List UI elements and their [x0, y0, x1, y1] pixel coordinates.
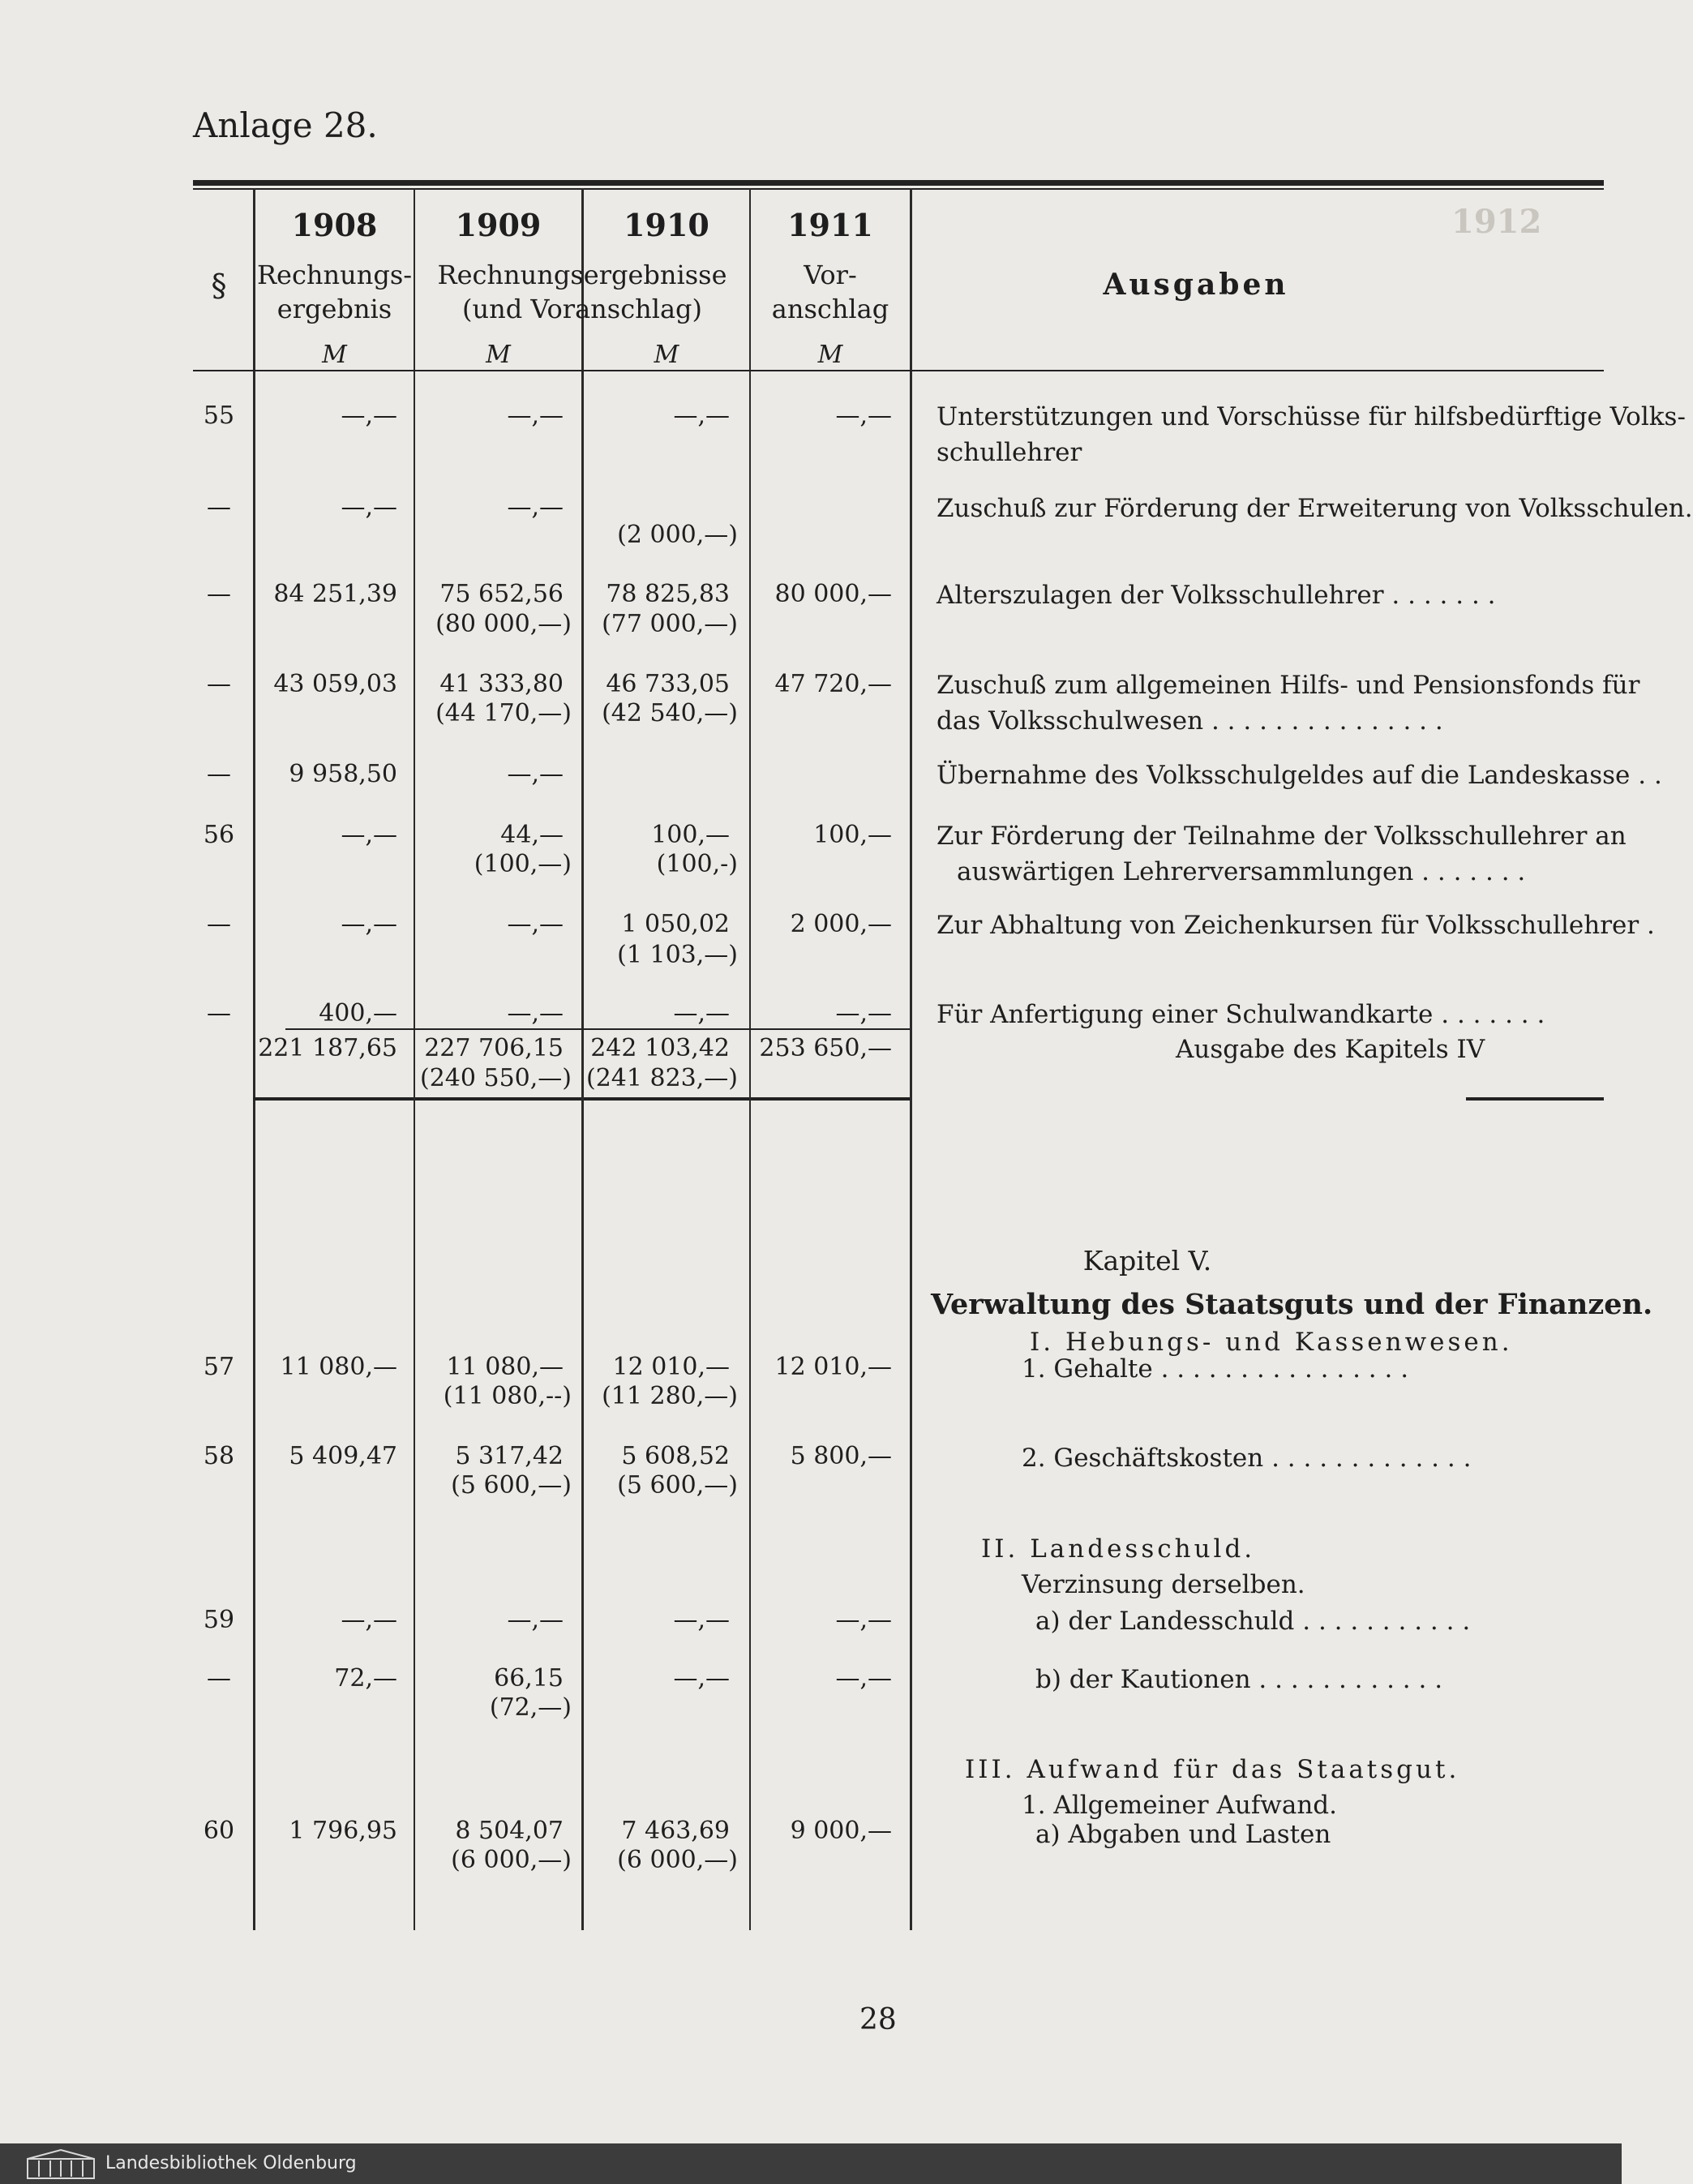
row-6-1909-budget: (100,—) [474, 850, 572, 878]
row-7-1910-budget: (1 103,—) [617, 941, 738, 969]
row-58-1909: 5 317,42 [455, 1442, 564, 1470]
header-year-1911: 1911 [787, 207, 873, 243]
row-5-paragraph: — [207, 760, 231, 788]
section-III-heading: III. Aufwand für das Staatsgut. [965, 1755, 1460, 1784]
row-60-1908: 1 796,95 [289, 1817, 397, 1845]
row-4-1910-budget: (42 540,—) [602, 699, 738, 727]
row-4-paragraph: — [207, 670, 231, 698]
top-rule-thin [193, 188, 1604, 190]
row-4-1908: 43 059,03 [273, 670, 397, 698]
row-6-paragraph: 56 [203, 821, 235, 849]
row-7-1908: —,— [341, 910, 397, 938]
row-3-description: Alterszulagen der Volksschullehrer . . . . . . . [937, 581, 1496, 610]
row-6-1910-budget: (100,-) [656, 850, 738, 878]
row-4-description-2: das Volksschulwesen . . . . . . . . . . . . . . . [937, 706, 1443, 736]
row-57-paragraph: 57 [203, 1353, 235, 1381]
row-3-paragraph: — [207, 580, 231, 608]
row-60-1910-budget: (6 000,—) [617, 1846, 738, 1874]
totals-top-rule [285, 1028, 910, 1030]
header-year-1910: 1910 [624, 207, 709, 243]
header-bottom-rule [193, 370, 1604, 371]
row-6-1910: 100,— [651, 821, 730, 849]
row-3-1909: 75 652,56 [439, 580, 564, 608]
row-59b-1911: —,— [835, 1664, 892, 1693]
row-8-1911: —,— [835, 999, 892, 1028]
header-1908-sub-1: Rechnungs- [256, 260, 413, 290]
row-1-1910: —,— [673, 401, 730, 430]
row-7-description: Zur Abhaltung von Zeichenkursen für Volksschullehrer . [937, 911, 1655, 940]
row-60-1911: 9 000,— [790, 1817, 892, 1845]
total-1909: 227 706,15 [424, 1034, 564, 1062]
row-59b-1909: 66,15 [494, 1664, 564, 1693]
row-8-1908: 400,— [319, 999, 397, 1028]
row-57-1911: 12 010,— [774, 1353, 892, 1381]
row-60-1909-budget: (6 000,—) [451, 1846, 572, 1874]
row-5-1909: —,— [507, 760, 564, 788]
header-year-1909: 1909 [455, 207, 542, 243]
row-6-1911: 100,— [813, 821, 892, 849]
row-3-1910-budget: (77 000,—) [602, 610, 738, 638]
row-4-1909: 41 333,80 [439, 670, 564, 698]
row-4-1911: 47 720,— [774, 670, 892, 698]
row-60-description: a) Abgaben und Lasten [1035, 1820, 1331, 1849]
row-60-paragraph: 60 [203, 1817, 235, 1845]
total-1909-budget: (240 550,—) [419, 1064, 572, 1092]
header-currency-1911: M [817, 341, 843, 369]
row-57-1910-budget: (11 280,—) [602, 1382, 738, 1410]
row-7-1910: 1 050,02 [621, 910, 730, 938]
row-3-1909-budget: (80 000,—) [435, 610, 572, 638]
total-1910: 242 103,42 [590, 1034, 730, 1062]
row-7-paragraph: — [207, 910, 231, 938]
row-1-1909: —,— [507, 401, 564, 430]
row-57-1910: 12 010,— [612, 1353, 730, 1381]
row-6-description-1: Zur Förderung der Teilnahme der Volksschullehrer an [937, 822, 1627, 851]
total-1910-budget: (241 823,—) [585, 1064, 738, 1092]
row-6-1908: —,— [341, 821, 397, 849]
row-6-1909: 44,— [500, 821, 564, 849]
col-divider-5 [910, 188, 912, 1930]
footer-library-name: Landesbibliothek Oldenburg [105, 2153, 357, 2173]
row-57-1909: 11 080,— [446, 1353, 564, 1381]
row-7-1909: —,— [507, 910, 564, 938]
header-year-1908: 1908 [291, 207, 378, 243]
row-8-1909: —,— [507, 999, 564, 1028]
row-6-description-2: auswärtigen Lehrerversammlungen . . . . . . . [957, 857, 1526, 886]
total-1908: 221 187,65 [258, 1034, 397, 1062]
library-logo-icon [24, 2148, 97, 2180]
header-currency-1910: M [654, 341, 679, 369]
row-58-paragraph: 58 [203, 1442, 235, 1470]
row-4-1909-budget: (44 170,—) [435, 699, 572, 727]
row-5-description: Übernahme des Volksschulgeldes auf die Landeskasse . . [937, 761, 1662, 790]
row-58-1910: 5 608,52 [621, 1442, 730, 1470]
row-1-description-1: Unterstützungen und Vorschüsse für hilfsbedürftige Volks- [937, 402, 1686, 431]
chapter-subtitle: Verwaltung des Staatsguts und der Finanzen. [931, 1288, 1653, 1321]
row-57-description: 1. Gehalte . . . . . . . . . . . . . . . . [1022, 1354, 1409, 1384]
header-1911-sub-2: anschlag [771, 294, 889, 324]
col-divider-2 [414, 188, 415, 1930]
row-2-1908: —,— [341, 493, 397, 521]
totals-bottom-rule-desc [1466, 1097, 1604, 1101]
row-58-1908: 5 409,47 [289, 1442, 397, 1470]
row-59-1910: —,— [673, 1606, 730, 1634]
row-8-1910: —,— [673, 999, 730, 1028]
total-1911: 253 650,— [759, 1034, 892, 1062]
row-4-description-1: Zuschuß zum allgemeinen Hilfs- und Pensionsfonds für [937, 671, 1640, 700]
totals-bottom-rule-1909 [415, 1097, 581, 1101]
header-currency-1909: M [486, 341, 511, 369]
header-ausgaben: Ausgaben [1103, 268, 1289, 302]
row-2-1910-budget: (2 000,—) [617, 521, 738, 549]
row-59-paragraph: 59 [203, 1606, 235, 1634]
row-2-description: Zuschuß zur Förderung der Erweiterung von Volksschulen. [937, 494, 1693, 523]
row-1-1911: —,— [835, 401, 892, 430]
row-58-1909-budget: (5 600,—) [451, 1471, 572, 1500]
row-59-1908: —,— [341, 1606, 397, 1634]
bleed-through-year: 1912 [1451, 203, 1542, 241]
totals-bottom-rule-1911 [751, 1097, 910, 1101]
annex-label: Anlage 28. [193, 105, 378, 145]
totals-bottom-rule-1908 [253, 1097, 414, 1101]
header-1909-1910-sub-1: Rechnungsergebnisse [437, 260, 727, 290]
page-number: 28 [859, 2003, 897, 2036]
row-59b-1909-budget: (72,—) [489, 1693, 572, 1722]
header-1908-sub-2: ergebnis [276, 294, 392, 324]
section-I-heading: I. Hebungs- und Kassenwesen. [1030, 1328, 1513, 1357]
row-1-1908: —,— [341, 401, 397, 430]
row-2-paragraph: — [207, 493, 231, 521]
row-57-1908: 11 080,— [280, 1353, 397, 1381]
row-3-1908: 84 251,39 [273, 580, 397, 608]
row-3-1911: 80 000,— [774, 580, 892, 608]
row-2-1909: —,— [507, 493, 564, 521]
row-59-description: a) der Landesschuld . . . . . . . . . . . [1035, 1607, 1471, 1636]
row-59b-1908: 72,— [334, 1664, 397, 1693]
row-7-1911: 2 000,— [790, 910, 892, 938]
section-II-heading: II. Landesschuld. [981, 1534, 1256, 1564]
row-3-1910: 78 825,83 [606, 580, 730, 608]
chapter-title: Kapitel V. [1082, 1245, 1212, 1277]
row-1-paragraph: 55 [203, 401, 235, 430]
header-paragraph-symbol: § [211, 268, 227, 303]
row-5-1908: 9 958,50 [289, 760, 397, 788]
row-8-paragraph: — [207, 999, 231, 1028]
totals-bottom-rule-1910 [584, 1097, 749, 1101]
row-60-1909: 8 504,07 [455, 1817, 564, 1845]
row-59-1911: —,— [835, 1606, 892, 1634]
row-60-1910: 7 463,69 [621, 1817, 730, 1845]
top-rule [193, 180, 1604, 186]
row-59-1909: —,— [507, 1606, 564, 1634]
header-1909-1910-sub-2: (und Voranschlag) [461, 294, 702, 324]
section-II-subheading: Verzinsung derselben. [1022, 1570, 1305, 1599]
header-1911-sub-1: Vor- [804, 260, 857, 290]
row-4-1910: 46 733,05 [606, 670, 730, 698]
row-59b-description: b) der Kautionen . . . . . . . . . . . . [1035, 1665, 1443, 1694]
row-58-1911: 5 800,— [790, 1442, 892, 1470]
row-58-description: 2. Geschäftskosten . . . . . . . . . . . . . [1022, 1444, 1472, 1473]
header-currency-1908: M [322, 341, 347, 369]
col-divider-3 [581, 188, 584, 1930]
row-58-1910-budget: (5 600,—) [617, 1471, 738, 1500]
section-III-subheading: 1. Allgemeiner Aufwand. [1022, 1791, 1337, 1820]
row-59b-1910: —,— [673, 1664, 730, 1693]
row-59b-paragraph: — [207, 1664, 231, 1693]
row-57-1909-budget: (11 080,--) [443, 1382, 572, 1410]
row-8-description: Für Anfertigung einer Schulwandkarte . . . . . . . [937, 1000, 1545, 1029]
row-1-description-2: schullehrer [937, 438, 1082, 467]
col-divider-4 [749, 188, 751, 1930]
total-description: Ausgabe des Kapitels IV [1176, 1035, 1485, 1064]
